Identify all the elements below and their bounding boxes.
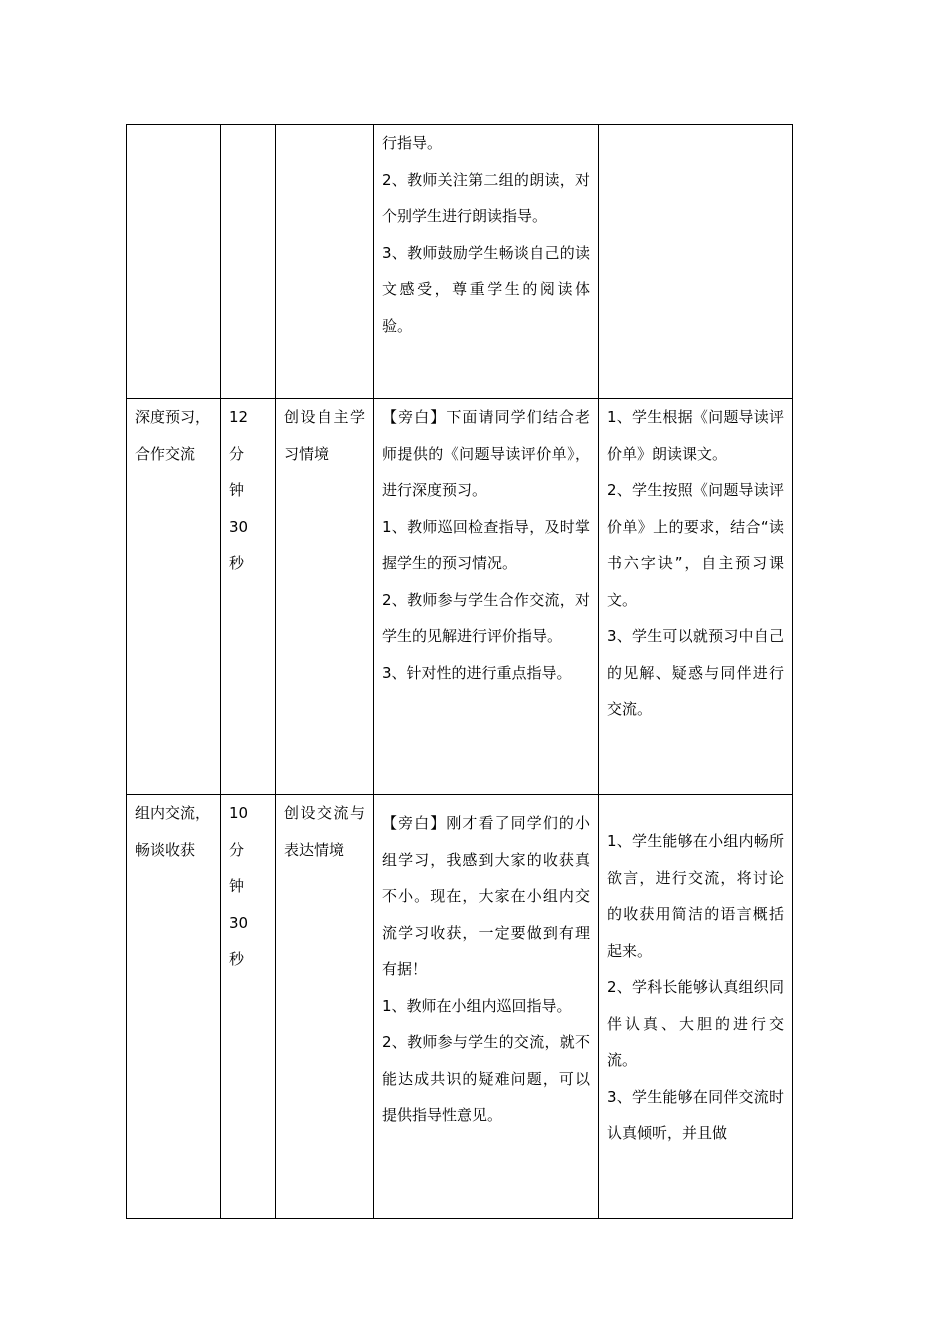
- time-line: 30: [229, 517, 249, 536]
- situation-cell: [276, 795, 374, 1219]
- time-line: 10: [229, 804, 249, 822]
- stage-line: 深度预习，: [135, 408, 211, 426]
- student-activity-cell: [599, 795, 793, 1219]
- time-line: 30: [229, 913, 249, 932]
- stage-line: 畅谈收获: [135, 840, 196, 859]
- teacher-line: 2、教师参与学生的交流，就不能达成共识的疑难问题，可以提供指导性意见。: [382, 1033, 590, 1124]
- student-line: 1、学生能够在小组内畅所欲言，进行交流，将讨论的收获用简洁的语言概括起来。: [607, 832, 784, 960]
- situation-cell: [276, 125, 374, 399]
- situation-text: 创设自主学习情境: [284, 408, 365, 463]
- teacher-line: 行指导。: [382, 134, 443, 152]
- student-line: 1、学生根据《问题导读评价单》朗读课文。: [607, 408, 784, 463]
- teacher-line: 2、教师关注第二组的朗读，对个别学生进行朗读指导。: [382, 170, 590, 225]
- teacher-activity-cell: [374, 399, 599, 795]
- table-row: [127, 125, 793, 399]
- table-row: [127, 399, 793, 795]
- teacher-line: 2、教师参与学生合作交流，对学生的见解进行评价指导。: [382, 590, 590, 645]
- teacher-line: 1、教师巡回检查指导，及时掌握学生的预习情况。: [382, 517, 590, 572]
- student-activity-cell: [599, 125, 793, 399]
- teacher-line: 3、教师鼓励学生畅谈自己的读文感受，尊重学生的阅读体验。: [382, 243, 590, 335]
- time-cell: [221, 399, 276, 795]
- teacher-line: 1、教师在小组内巡回指导。: [382, 996, 572, 1015]
- student-line: 3、学生可以就预习中自己的见解、疑惑与同伴进行交流。: [607, 627, 784, 718]
- time-line: 12: [229, 408, 249, 426]
- stage-cell: [127, 399, 221, 795]
- teacher-line: 3、针对性的进行重点指导。: [382, 663, 572, 682]
- stage-cell: [127, 795, 221, 1219]
- table-row: [127, 795, 793, 1219]
- time-line: 分: [229, 444, 245, 463]
- stage-cell: [127, 125, 221, 399]
- time-line: 钟: [229, 481, 245, 499]
- situation-text: 创设交流与表达情境: [284, 804, 365, 859]
- student-line: 3、学生能够在同伴交流时认真倾听，并且做: [607, 1087, 784, 1142]
- student-activity-cell: [599, 399, 793, 795]
- time-line: 秒: [229, 950, 245, 968]
- teacher-line: 【旁白】下面请同学们结合老师提供的《问题导读评价单》，进行深度预习。: [382, 408, 590, 499]
- student-line: 2、学生按照《问题导读评价单》上的要求，结合“读书六字诀”，自主预习课文。: [607, 481, 784, 609]
- teacher-activity-cell: [374, 125, 599, 399]
- situation-cell: [276, 399, 374, 795]
- teacher-activity-cell: [374, 795, 599, 1219]
- student-line: 2、学科长能够认真组织同伴认真、大胆的进行交流。: [607, 978, 784, 1069]
- time-line: 钟: [229, 877, 245, 895]
- lesson-plan-table: [126, 124, 793, 1219]
- time-cell: [221, 795, 276, 1219]
- teacher-line: 【旁白】刚才看了同学们的小组学习，我感到大家的收获真不小。现在，大家在小组内交流学习收获，一定要做到有理有据！: [382, 814, 590, 978]
- stage-line: 组内交流，: [135, 804, 211, 822]
- time-line: 分: [229, 840, 245, 859]
- stage-line: 合作交流: [135, 444, 196, 463]
- time-line: 秒: [229, 554, 245, 572]
- time-cell: [221, 125, 276, 399]
